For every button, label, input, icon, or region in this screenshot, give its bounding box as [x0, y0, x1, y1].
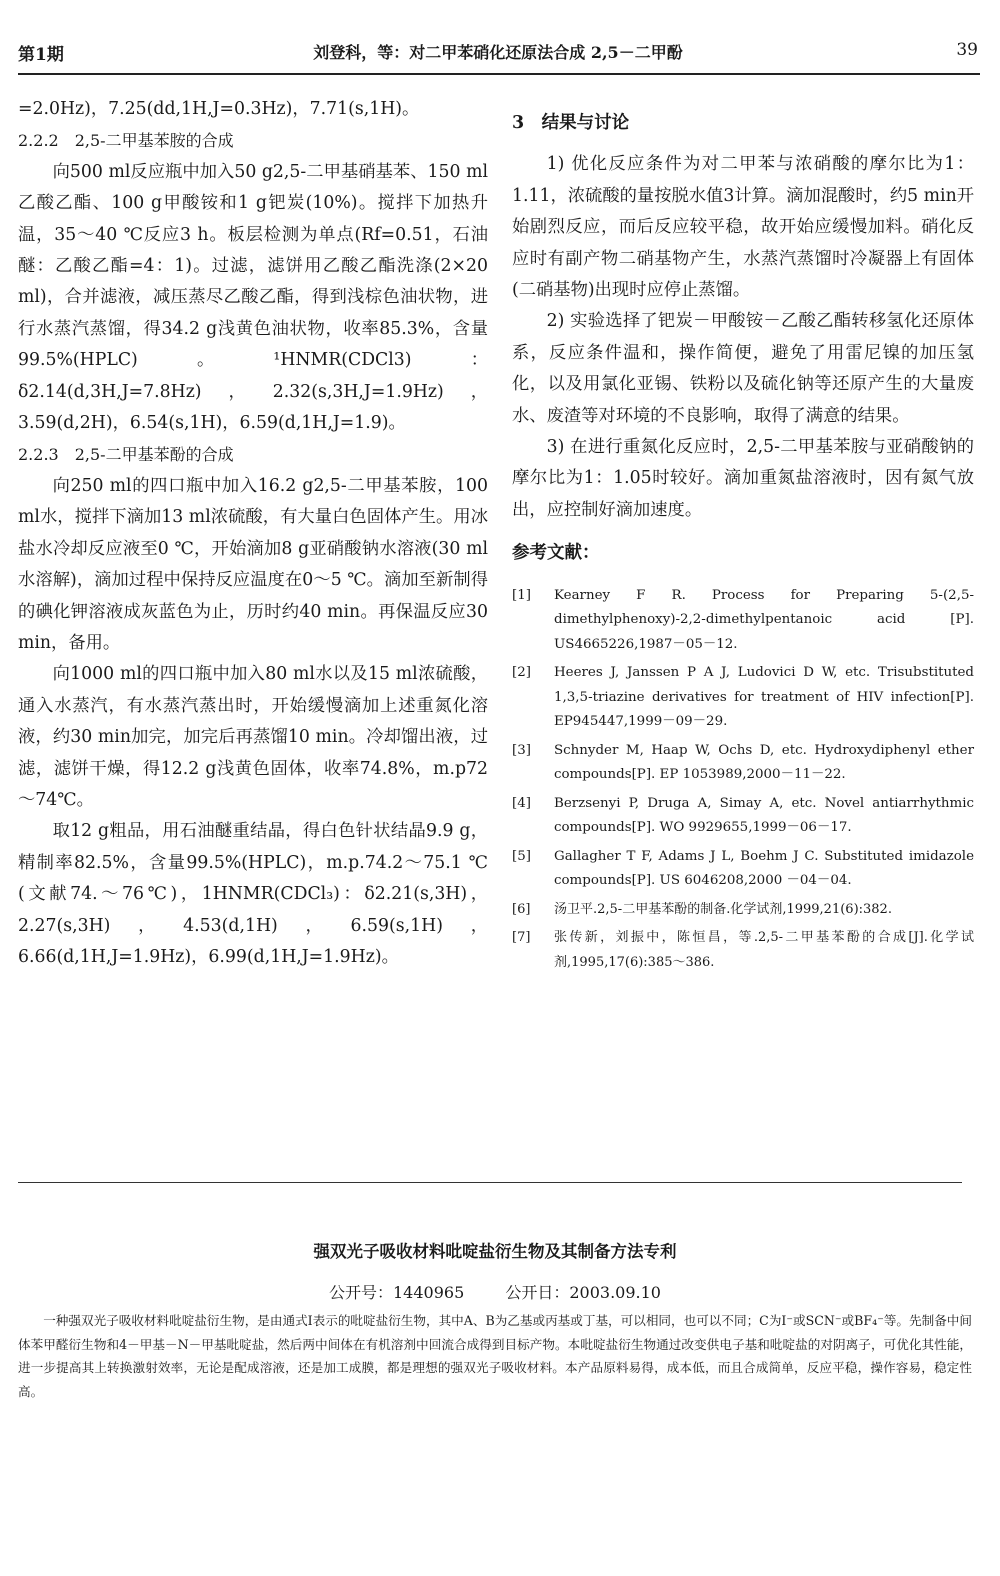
reference-number: [5] — [512, 848, 531, 864]
paragraph: 向1000 ml的四口瓶中加入80 ml水以及15 ml浓硫酸，通入水蒸汽，有水蒸汽蒸出时，开始缓慢滴加上述重氮化溶液，约30 min加完，加完后再蒸馏10 min。冷却馏出液，过滤，滤饼干燥，得12.2 g浅黄色固体，收率74.8%，m.p72～74℃。 — [18, 664, 488, 810]
references-list — [512, 584, 974, 976]
reference-number: [3] — [512, 742, 531, 758]
paragraph: 2) 实验选择了钯炭－甲酸铵－乙酸乙酯转移氢化还原体系，反应条件温和，操作简便，避免了用雷尼镍的加压氢化，以及用氯化亚锡、铁粉以及硫化钠等还原产生的大量废水、废渣等对环境的不良影响，取得了满意的结果。 — [512, 311, 974, 426]
patent-notice — [18, 1238, 972, 1403]
reference-text: Schnyder M, Haap W, Ochs D, etc. Hydroxydiphenyl ether compounds[P]. EP 1053989,2000－11－22. — [554, 742, 974, 783]
reference-number: [4] — [512, 795, 531, 811]
patent-meta — [18, 1280, 972, 1303]
paragraph: 3) 在进行重氮化反应时，2,5-二甲基苯胺与亚硝酸钠的摩尔比为1：1.05时较好。滴加重氮盐溶液时，因有氮气放出，应控制好滴加速度。 — [512, 437, 974, 520]
reference-item — [512, 845, 974, 894]
patent-abstract: 一种强双光子吸收材料吡啶盐衍生物，是由通式Ⅰ表示的吡啶盐衍生物，其中A、B为乙基或丙基或丁基，可以相同，也可以不同；C为I⁻或SCN⁻或BF₄⁻等。先制备中间体苯甲醛衍生物和4－甲基－N－甲基吡啶盐，然后两中间体在有机溶剂中回流合成得到目标产物。本吡啶盐衍生物通过改变供电子基和吡啶盐的对阴离子，可优化其性能，进一步提高其上转换激射效率，无论是配成溶液，还是加工成膜，都是理想的强双光子吸收材料。本产品原料易得，成本低，而且合成简单，反应平稳，操作容易，稳定性高。 — [18, 1313, 972, 1399]
reference-item — [512, 926, 974, 975]
references-title: 参考文献： — [512, 543, 600, 564]
issue-label: 第1期 — [18, 45, 64, 65]
reference-item — [512, 584, 974, 658]
patent-title: 强双光子吸收材料吡啶盐衍生物及其制备方法专利 — [313, 1242, 677, 1261]
header-rule — [18, 73, 980, 75]
paragraph: 取12 g粗品，用石油醚重结晶，得白色针状结晶9.9 g，精制率82.5%，含量99.5%(HPLC)，m.p.74.2～75.1 ℃(文献74.～76℃)，1HNMR(CDCl₃)：δ2.21(s,3H)，2.27(s,3H)，4.53(d,1H)，6.59(s,1H)，6.66(d,1H,J=1.9Hz)，6.99(d,1H,J=1.9Hz)。 — [18, 821, 488, 967]
section-divider — [18, 1182, 962, 1183]
page-header — [18, 40, 978, 68]
reference-text: Gallagher T F, Adams J L, Boehm J C. Substituted imidazole compounds[P]. US 6046208,2000 －04－04. — [554, 848, 974, 889]
patent-publication-number: 公开号：1440965 — [329, 1283, 465, 1302]
reference-item — [512, 898, 974, 923]
reference-item — [512, 792, 974, 841]
reference-text: 张传新，刘振中，陈恒昌，等.2,5-二甲基苯酚的合成[J].化学试剂,1995,17(6):385～386. — [554, 930, 974, 970]
reference-number: [1] — [512, 587, 531, 603]
reference-text: Heeres J, Janssen P A J, Ludovici D W, etc. Trisubstituted 1,3,5-triazine derivatives for treatment of HIV infection[P]. EP945447,1999－09－29. — [554, 665, 974, 730]
reference-number: [2] — [512, 665, 531, 681]
paragraph: 向500 ml反应瓶中加入50 g2,5-二甲基硝基苯、150 ml乙酸乙酯、100 g甲酸铵和1 g钯炭(10%)。搅拌下加热升温，35～40 ℃反应3 h。板层检测为单点(Rf=0.51，石油醚：乙酸乙酯=4：1)。过滤，滤饼用乙酸乙酯洗涤(2×20 ml)，合并滤液，减压蒸尽乙酸乙酯，得到浅棕色油状物，进行水蒸汽蒸馏，得34.2 g浅黄色油状物，收率85.3%，含量99.5%(HPLC)。¹HNMR(CDCl3)：δ2.14(d,3H,J=7.8Hz)，2.32(s,3H,J=1.9Hz)，3.59(d,2H)，6.54(s,1H)，6.59(d,1H,J=1.9)。 — [18, 161, 488, 434]
reference-number: [7] — [512, 930, 531, 946]
reference-text: Kearney F R. Process for Preparing 5-(2,5-dimethylphenoxy)-2,2-dimethylpentanoic acid [P]. US4665226,1987－05－12. — [554, 587, 974, 652]
reference-number: [6] — [512, 901, 531, 917]
running-title: 刘登科，等：对二甲苯硝化还原法合成 2,5－二甲酚 — [313, 43, 683, 62]
reference-text: 汤卫平.2,5-二甲基苯酚的制备.化学试剂,1999,21(6):382. — [554, 901, 892, 917]
section-title: 3 结果与讨论 — [512, 113, 630, 133]
paragraph: 1) 优化反应条件为对二甲苯与浓硝酸的摩尔比为1：1.11，浓硫酸的量按脱水值3计算。滴加混酸时，约5 min开始剧烈反应，而后反应较平稳，故开始应缓慢加料。硝化反应时有副产物二硝基物产生，水蒸汽蒸馏时冷凝器上有固体(二硝基物)出现时应停止蒸馏。 — [512, 154, 974, 301]
reference-item — [512, 661, 974, 735]
reference-text: Berzsenyi P, Druga A, Simay A, etc. Novel antiarrhythmic compounds[P]. WO 9929655,1999－06－17. — [554, 795, 974, 836]
reference-item — [512, 739, 974, 788]
subsection-heading: 2.2.3 2,5-二甲基苯酚的合成 — [18, 445, 234, 465]
subsection-heading: 2.2.2 2,5-二甲基苯胺的合成 — [18, 131, 234, 151]
paragraph: =2.0Hz)，7.25(dd,1H,J=0.3Hz)，7.71(s,1H)。 — [18, 99, 420, 119]
paragraph: 向250 ml的四口瓶中加入16.2 g2,5-二甲基苯胺，100 ml水，搅拌下滴加13 ml浓硫酸，有大量白色固体产生。用冰盐水冷却反应液至0 ℃，开始滴加8 g亚硝酸钠水溶液(30 ml水溶解)，滴加过程中保持反应温度在0～5 ℃。滴加至新制得的碘化钾溶液成灰蓝色为止，历时约40 min。再保温反应30 min，备用。 — [18, 475, 488, 653]
right-column — [512, 108, 974, 979]
page-number: 39 — [956, 40, 978, 60]
patent-publication-date: 公开日：2003.09.10 — [505, 1283, 661, 1302]
left-column — [18, 94, 488, 973]
